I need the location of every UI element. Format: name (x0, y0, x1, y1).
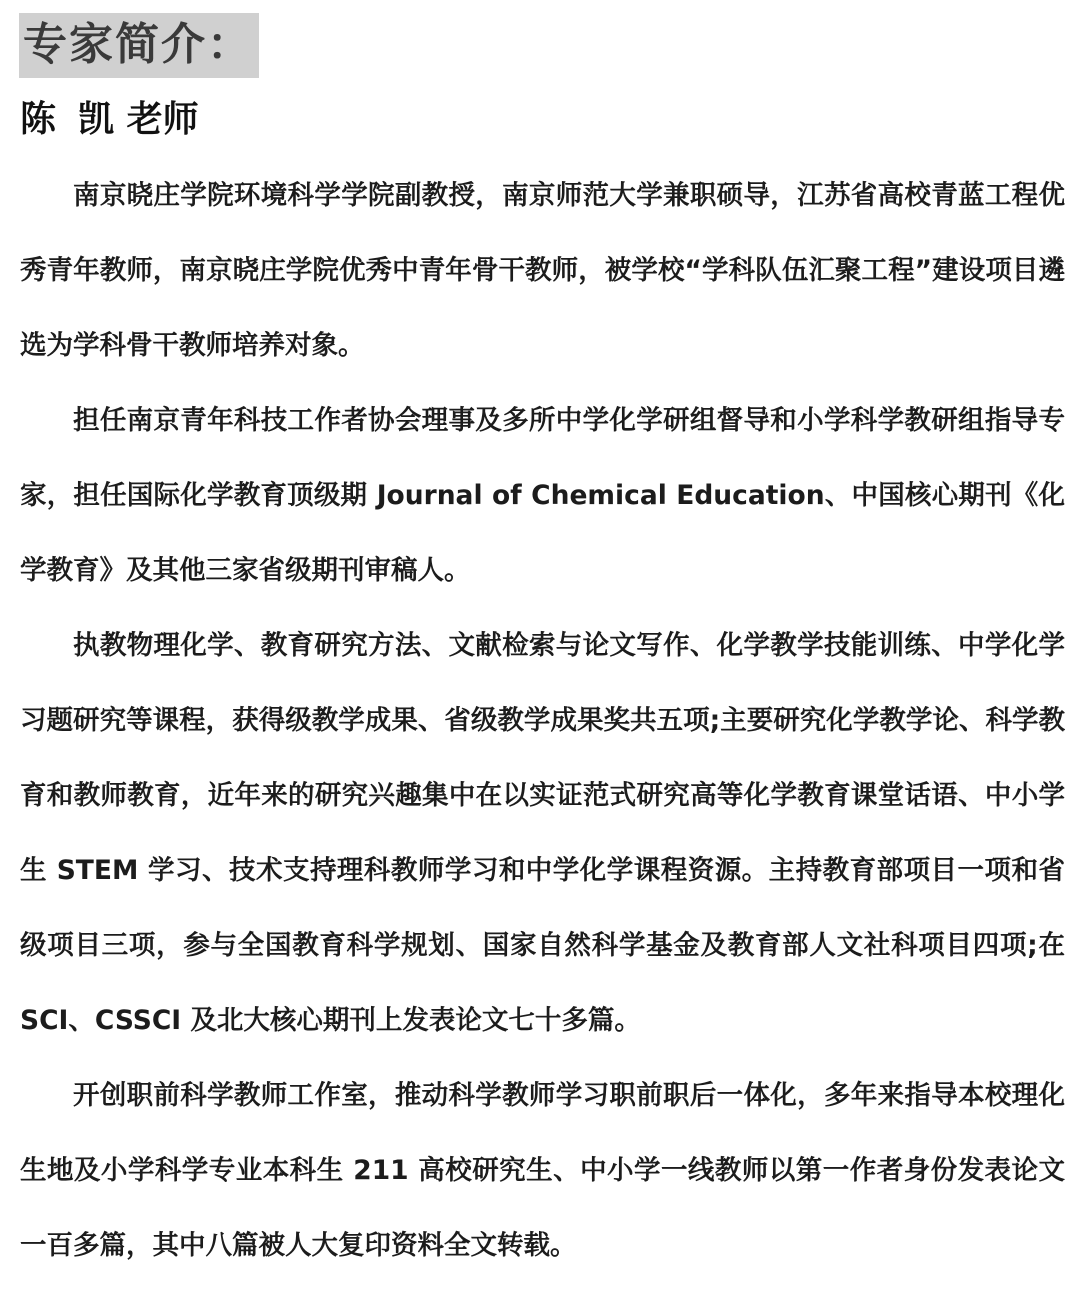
paragraph-studio: 开创职前科学教师工作室，推动科学教师学习职前职后一体化，多年来指导本校理化生地及小学科学专业本科生 211 高校研究生、中小学一线教师以第一作者身份发表论文一百多篇，其中八篇被人大复印资料全文转载。 (20, 1080, 1065, 1261)
paragraph-teaching-research: 执教物理化学、教育研究方法、文献检索与论文写作、化学教学技能训练、中学化学习题研究等课程，获得级教学成果、省级教学成果奖共五项;主要研究化学教学论、科学教育和教师教育，近年来的研究兴趣集中在以实证范式研究高等化学教育课堂话语、中小学生 STEM 学习、技术支持理科教师学习和中学化学课程资源。主持教育部项目一项和省级项目三项，参与全国教育科学规划、国家自然科学基金及教育部人文社科项目四项;在 SCI、CSSCI 及北大核心期刊上发表论文七十多篇。 (20, 630, 1065, 1036)
section-title: 专家简介： (19, 13, 259, 78)
name-surname: 陈 (20, 99, 57, 140)
person-name (20, 96, 199, 144)
profile-body (20, 158, 1065, 1283)
name-title: 老师 (126, 99, 199, 140)
paragraph-roles: 担任南京青年科技工作者协会理事及多所中学化学研组督导和小学科学教研组指导专家，担任国际化学教育顶级期 Journal of Chemical Education、中国核心期刊《化学教育》及其他三家省级期刊审稿人。 (20, 405, 1065, 586)
name-given: 凯 (78, 99, 115, 140)
paragraph-positions: 南京晓庄学院环境科学学院副教授，南京师范大学兼职硕导，江苏省高校青蓝工程优秀青年教师，南京晓庄学院优秀中青年骨干教师，被学校“学科队伍汇聚工程”建设项目遴选为学科骨干教师培养对象。 (20, 180, 1065, 361)
